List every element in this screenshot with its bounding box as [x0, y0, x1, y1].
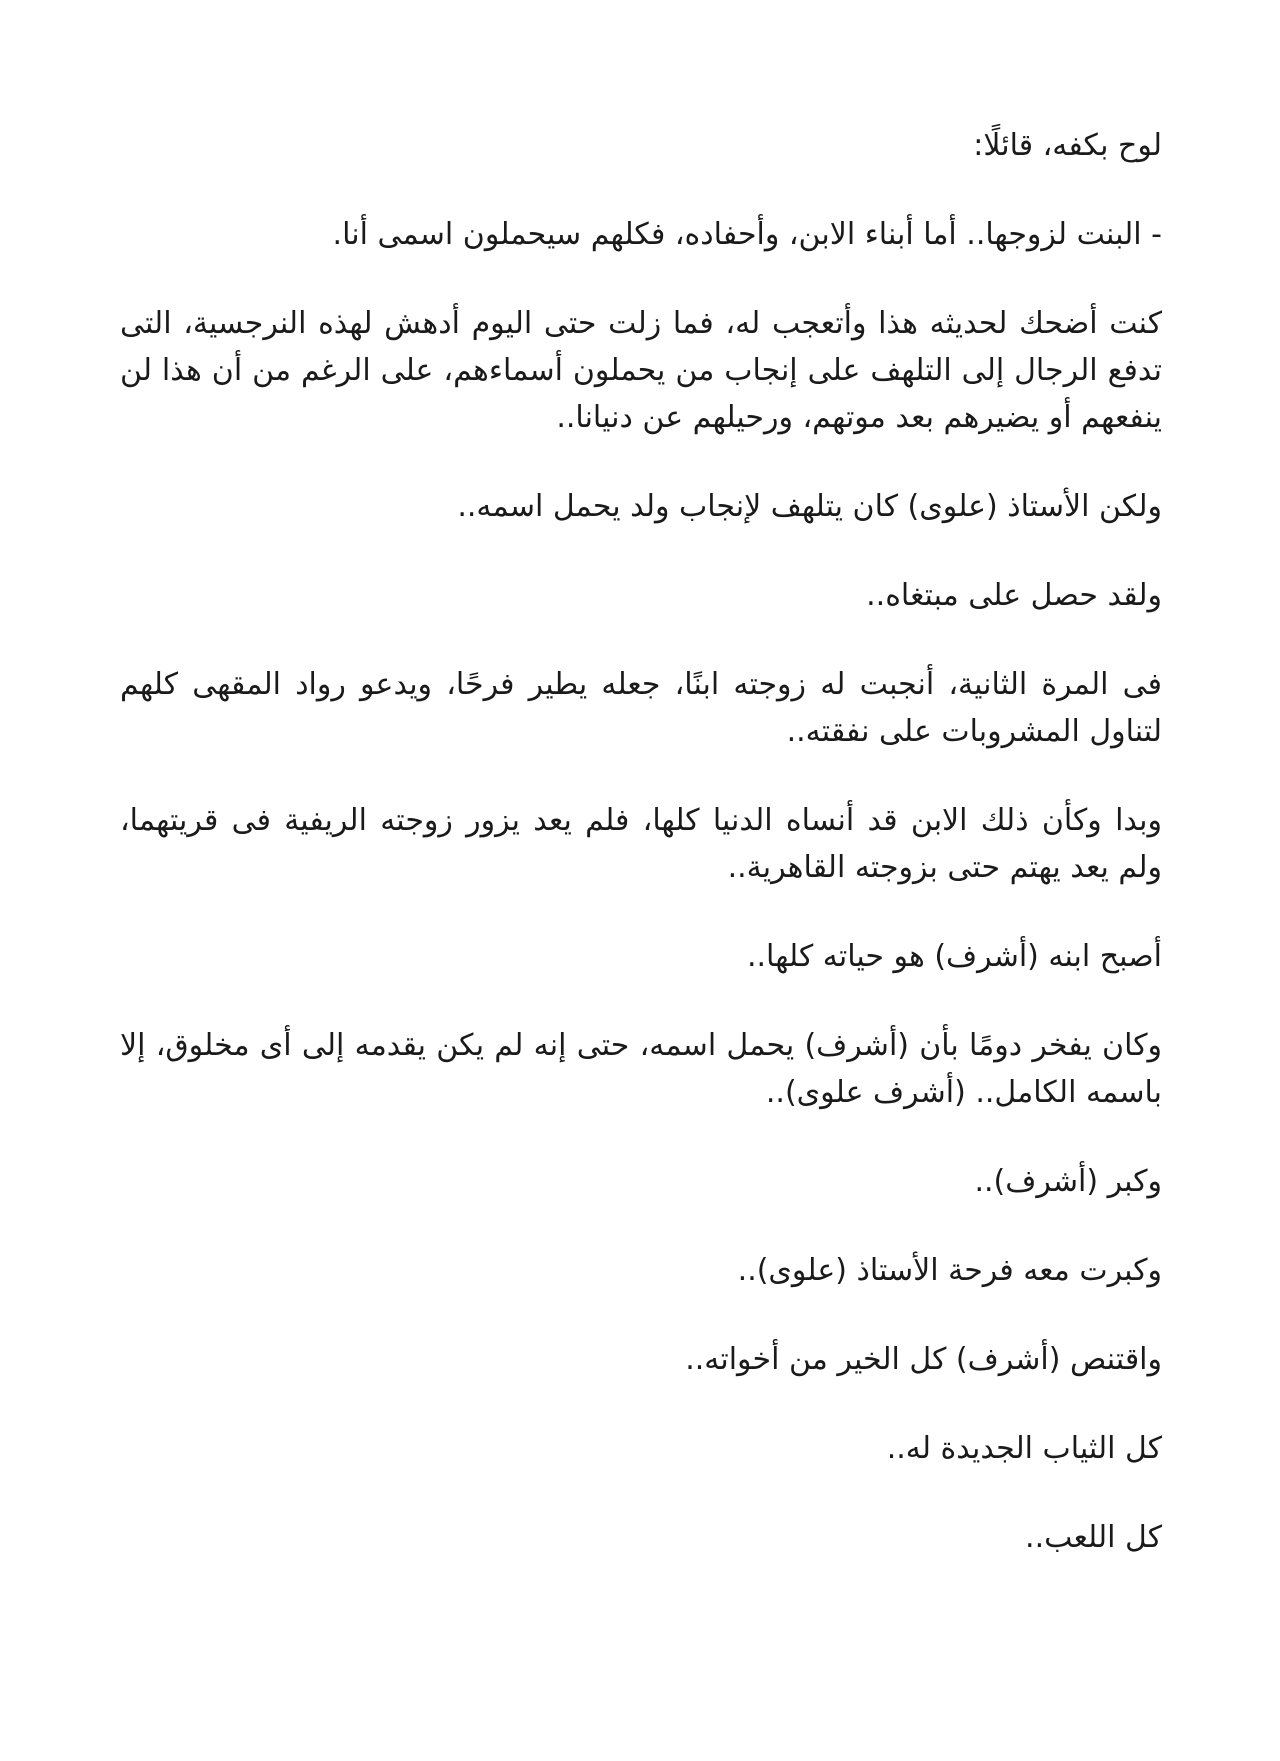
page-body-text	[120, 122, 1162, 1603]
paragraph-14: كل اللعب..	[1025, 1520, 1162, 1555]
paragraph-11: وكبرت معه فرحة الأستاذ (علوى)..	[737, 1253, 1162, 1288]
paragraph-5: ولقد حصل على مبتغاه..	[866, 578, 1162, 613]
paragraph-10: وكبر (أشرف)..	[974, 1164, 1162, 1199]
paragraph-7: وبدا وكأن ذلك الابن قد أنساه الدنيا كلها، فلم يعد يزور زوجته الريفية فى قريتهما، ولم يعد يهتم حتى بزوجته القاهرية..	[120, 803, 1162, 885]
paragraph-6: فى المرة الثانية، أنجبت له زوجته ابنًا، جعله يطير فرحًا، ويدعو رواد المقهى كلهم لتناول المشروبات على نفقته..	[120, 667, 1162, 749]
paragraph-9: وكان يفخر دومًا بأن (أشرف) يحمل اسمه، حتى إنه لم يكن يقدمه إلى أى مخلوق، إلا باسمه الكامل.. (أشرف علوى)..	[120, 1028, 1162, 1110]
paragraph-12: واقتنص (أشرف) كل الخير من أخواته..	[685, 1342, 1162, 1377]
paragraph-3: كنت أضحك لحديثه هذا وأتعجب له، فما زلت حتى اليوم أدهش لهذه النرجسية، التى تدفع الرجال إلى التلهف على إنجاب من يحملون أسماءهم، على الرغم من أن هذا لن ينفعهم أو يضيرهم بعد موتهم، ورحيلهم عن دنيانا..	[120, 306, 1162, 435]
paragraph-2: - البنت لزوجها.. أما أبناء الابن، وأحفاده، فكلهم سيحملون اسمى أنا.	[332, 217, 1162, 252]
paragraph-4: ولكن الأستاذ (علوى) كان يتلهف لإنجاب ولد يحمل اسمه..	[457, 489, 1162, 524]
paragraph-1: لوح بكفه، قائلًا:	[973, 128, 1162, 163]
paragraph-13: كل الثياب الجديدة له..	[886, 1431, 1162, 1466]
paragraph-8: أصبح ابنه (أشرف) هو حياته كلها..	[746, 939, 1162, 974]
